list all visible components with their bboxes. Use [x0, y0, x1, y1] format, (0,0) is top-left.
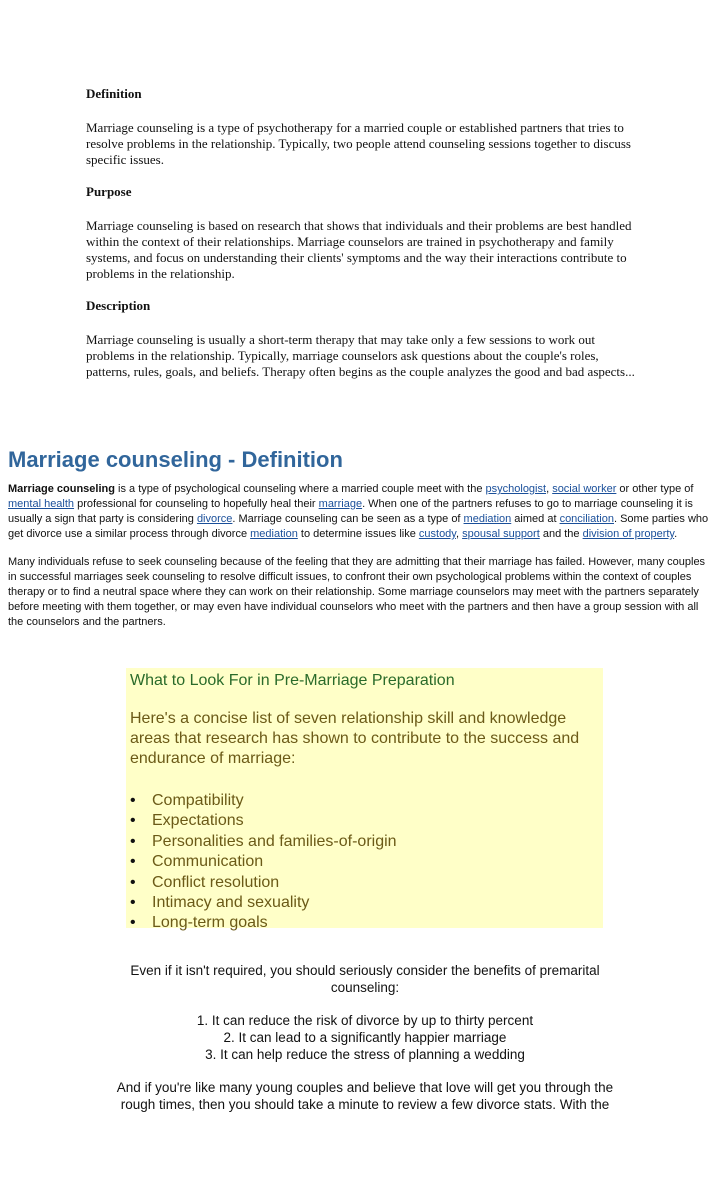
text-span: . When one of the partners refuses to go to marriage counseling it is usually a sign that party is considering	[8, 498, 693, 525]
list-item	[130, 852, 603, 872]
text-span: is a type of psychological counseling where a married couple meet with the	[114, 483, 486, 495]
definition-section-body	[8, 482, 714, 643]
purpose-heading: Purpose	[86, 184, 132, 199]
link-divorce[interactable]: divorce	[196, 513, 233, 525]
bullet-icon: •	[130, 873, 136, 891]
text-span: . Marriage counseling can be seen as a type of	[232, 513, 464, 525]
list-item	[130, 913, 603, 933]
list-item-label: Intimacy and sexuality	[152, 893, 310, 911]
list-item-label: Communication	[152, 853, 264, 871]
bullet-icon: •	[130, 792, 136, 809]
definition-text: Marriage counseling is a type of psychotherapy for a married couple or established partners that tries to resolve problems in the relationship. Typically, two people attend counseling sessions together to discuss specific issues.	[86, 120, 631, 167]
overview-section	[86, 86, 646, 396]
link-custody[interactable]: custody	[418, 528, 456, 540]
list-item-label: Conflict resolution	[152, 873, 280, 891]
prep-box-intro: Here's a concise list of seven relationship skill and knowledge areas that research has shown to contribute to the success and endurance of marriage:	[130, 710, 580, 767]
link-marriage[interactable]: marriage	[318, 498, 363, 510]
definition-section-title: Marriage counseling - Definition	[8, 447, 343, 472]
closing-paragraph: And if you're like many young couples and believe that love will get you through the rough times, then you should take a minute to review a few divorce stats. With the	[116, 1080, 614, 1112]
benefits-intro: Even if it isn't required, you should seriously consider the benefits of premarital counseling:	[130, 963, 600, 995]
prep-skills-list	[126, 791, 603, 934]
text-span: professional for counseling to hopefully heal their	[74, 498, 319, 510]
pre-marriage-preparation-box	[126, 668, 603, 932]
term-marriage-counseling: Marriage counseling	[8, 483, 115, 495]
list-item: 2. It can lead to a significantly happier marriage	[223, 1030, 507, 1045]
text-span: aimed at	[511, 513, 560, 525]
list-item-label: Compatibility	[152, 792, 244, 809]
text-span: ,	[455, 528, 463, 540]
link-conciliation[interactable]: conciliation	[559, 513, 614, 525]
list-item-label: Long-term goals	[152, 914, 268, 932]
text-span: or other type of	[616, 483, 694, 495]
text-span: ,	[546, 483, 553, 495]
text-span: and the	[539, 528, 583, 540]
list-item: 3. It can help reduce the stress of planning a wedding	[205, 1047, 525, 1062]
premarital-benefits-section	[100, 962, 630, 1113]
list-item	[130, 873, 603, 893]
list-item: 1. It can reduce the risk of divorce by up to thirty percent	[196, 1013, 534, 1028]
text-span: to determine issues like	[297, 528, 419, 540]
description-heading: Description	[86, 298, 151, 313]
benefits-list	[100, 1012, 630, 1063]
purpose-text: Marriage counseling is based on research that shows that individuals and their problems are best handled within the context of their relationships. Marriage counselors are trained in psychotherapy and family systems, and focus on understanding their clients' symptoms and the way their interactions contribute to problems in the relationship.	[86, 218, 632, 281]
list-item	[130, 811, 603, 831]
bullet-icon: •	[130, 893, 136, 911]
prep-box-title: What to Look For in Pre-Marriage Preparation	[130, 672, 455, 689]
link-social-worker[interactable]: social worker	[552, 483, 617, 495]
bullet-icon: •	[130, 832, 136, 850]
text-span: .	[674, 528, 678, 540]
text-span: . Some parties who get divorce use a similar process through divorce	[8, 513, 709, 540]
bullet-icon: •	[130, 914, 136, 932]
link-psychologist[interactable]: psychologist	[485, 483, 547, 495]
link-mediation-2[interactable]: mediation	[250, 528, 298, 540]
description-text: Marriage counseling is usually a short-term therapy that may take only a few sessions to work out problems in the relationship. Typically, marriage counselors ask questions about the couple's roles, patterns, rules, goals, and beliefs. Therapy often begins as the couple analyzes the good and bad aspects...	[86, 332, 635, 379]
list-item-label: Expectations	[152, 812, 244, 830]
link-spousal-support[interactable]: spousal support	[462, 528, 540, 540]
link-division-of-property[interactable]: division of property	[582, 528, 675, 540]
link-mental-health[interactable]: mental health	[8, 498, 75, 510]
definition-heading: Definition	[86, 86, 142, 101]
definition-paragraph-2: Many individuals refuse to seek counseling because of the feeling that they are admitting that their marriage has failed. However, many couples in successful marriages seek counseling to resolve difficult issues, to confront their own psychological problems within the context of couples therapy or to find a neutral space where they can work on their relationship. Some marriage counselors may meet with the partners separately before meeting with them together, or may even have individual counselors who meet with the partners and then have a group session with all the counselors and the partners.	[8, 556, 706, 628]
bullet-icon: •	[130, 853, 136, 871]
link-mediation[interactable]: mediation	[463, 513, 512, 525]
list-item	[130, 791, 603, 811]
definition-paragraph-1	[8, 482, 714, 542]
list-item	[130, 832, 603, 852]
bullet-icon: •	[130, 812, 136, 830]
list-item	[130, 893, 603, 913]
list-item-label: Personalities and families-of-origin	[152, 832, 397, 850]
